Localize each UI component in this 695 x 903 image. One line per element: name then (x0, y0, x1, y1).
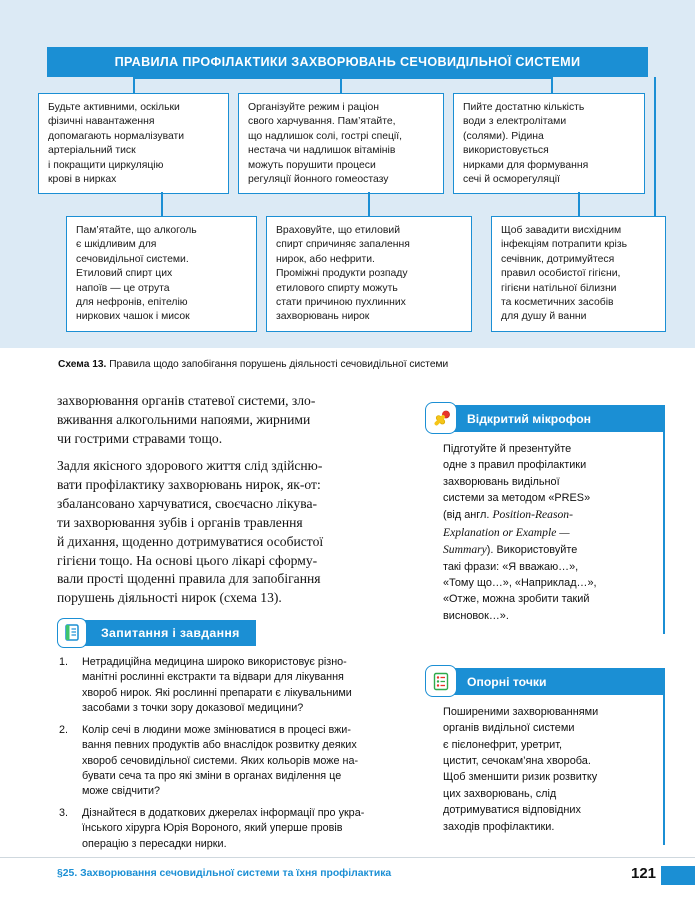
node-line: стати причиною пухлинних (276, 297, 406, 309)
questions-list (57, 655, 404, 852)
page-footer (0, 857, 695, 903)
node-line: гігієни натільної білизни (501, 282, 617, 294)
connector-trunk-top (133, 77, 553, 79)
text-line: гігієни тощо. На основі цього лікарі сформу- (57, 552, 318, 568)
text-line: ти захворювання зубів і органів травлення (57, 514, 303, 530)
scheme-node-water (453, 93, 645, 194)
text-line: Щоб зменшити ризик розвитку (443, 771, 598, 784)
text-fragment: ). Використовуйте (486, 544, 578, 557)
scheme-title-banner: ПРАВИЛА ПРОФІЛАКТИКИ ЗАХВОРЮВАНЬ СЕЧОВИДІЛЬНОЇ СИСТЕМИ (47, 47, 648, 77)
questions-section-header (57, 620, 404, 646)
node-line: крові в нирках (48, 174, 117, 186)
text-line: цистит, сечокам’яна хвороба. (443, 755, 591, 768)
checklist-icon (425, 665, 457, 697)
connector-spine-right (654, 77, 656, 216)
open-microphone-panel (425, 405, 665, 634)
connector-drop-node1 (133, 77, 135, 93)
scheme-node-activity (38, 93, 229, 194)
connector-riser-node4 (161, 192, 163, 216)
node-line: та косметичних засобів (501, 297, 614, 309)
text-line (443, 541, 653, 558)
text-line: вживання алкогольними напоями, жирними (57, 411, 311, 427)
connector-drop-node2 (340, 77, 342, 93)
text-line: Колір сечі в людини може змінюватися в процесі вжи- (82, 723, 351, 736)
text-line: їнського хірурга Юрія Вороного, який уперше провів (82, 822, 343, 835)
list-item (57, 655, 404, 717)
text-line: засобами з точки зору доказової медицини? (82, 702, 304, 715)
scheme-node-diet (238, 93, 444, 194)
node-line: і покращити циркуляцію (48, 159, 164, 171)
text-line: системи за методом «PRES» (443, 492, 591, 505)
footer-divider (0, 857, 695, 858)
node-line: Проміжні продукти розпаду (276, 268, 408, 280)
page-number: 121 (631, 865, 657, 882)
paragraph-2 (57, 457, 404, 608)
microphone-icon (425, 402, 457, 434)
node-line: артеріальний тиск (48, 145, 136, 157)
text-line: Нетрадиційна медицина широко використовує різно- (82, 655, 347, 668)
paragraph-1 (57, 392, 404, 448)
text-line: Задля якісного здорового життя слід здійсню- (57, 458, 323, 474)
text-line: «Тому що…», «Наприклад…», (443, 576, 597, 589)
text-line: одне з правил профілактики (443, 459, 587, 472)
text-line (443, 524, 653, 541)
connector-riser-node6 (578, 192, 580, 216)
node-line: регуляції йонного гомеостазу (248, 174, 389, 186)
text-line: може свідчити? (82, 785, 161, 798)
node-line: (солями). Рідина (463, 130, 544, 142)
item-number: 1. (59, 655, 69, 668)
footer-section-title: §25. Захворювання сечовидільної системи та їхня профілактика (57, 868, 392, 879)
node-line: свого харчування. Пам’ятайте, (248, 116, 396, 128)
caption-text: Правила щодо запобігання порушень діяльності сечовидільної системи (106, 359, 449, 370)
node-line: використовується (463, 145, 549, 157)
text-line: захворювання органів статевої системи, зло- (57, 393, 316, 408)
list-item (57, 806, 404, 852)
node-line: захворювань нирок (276, 311, 370, 323)
node-line: для душу й ванни (501, 311, 587, 323)
italic-term: Summary (443, 543, 487, 557)
connector-drop-node3 (551, 77, 553, 93)
node-line: нирок, або нефрити. (276, 253, 375, 265)
text-line: такі фрази: «Я вважаю…», (443, 560, 579, 573)
node-line: Організуйте режим і раціон (248, 102, 379, 113)
scheme-diagram (0, 0, 695, 348)
text-line: збалансовано харчуватися, своєчасно лікува- (57, 496, 317, 512)
key-points-panel (425, 668, 665, 845)
text-fragment: (від англ. (443, 509, 493, 522)
text-line: «Отже, можна зробити такий (443, 593, 590, 606)
text-line: захворювань видільної (443, 475, 560, 488)
node-line: Пийте достатню кількість (463, 102, 585, 113)
node-line: сечі й осморегуляції (463, 174, 560, 186)
text-line: операцію з пересадки нирки. (82, 837, 227, 850)
keypoints-panel-body (425, 695, 665, 845)
text-line: хвороб сечовидільної системи. Яких кольорів може на- (82, 754, 359, 767)
node-line: фізичні навантаження (48, 116, 155, 128)
item-number: 2. (59, 723, 69, 736)
node-line: Враховуйте, що етиловий (276, 225, 401, 236)
node-line: спирт спричиняє запалення (276, 239, 410, 251)
scheme-node-alcohol (66, 216, 257, 332)
node-line: Пам’ятайте, що алкоголь (76, 225, 197, 236)
text-line (443, 506, 653, 523)
scheme-node-hygiene (491, 216, 666, 332)
text-line: порушень діяльності нирок (схема 13). (57, 590, 282, 606)
text-line: хвороб нирок. Які рослинні препарати є лікувальними (82, 686, 352, 699)
node-line: є шкідливим для (76, 239, 157, 251)
item-number: 3. (59, 806, 69, 819)
text-line: дотримуватися відповідних (443, 804, 581, 817)
text-line: є пієлонефрит, уретрит, (443, 738, 563, 751)
node-line: допомагають нормалізувати (48, 130, 185, 142)
text-line: вання певних продуктів або внаслідок розвитку деяких (82, 739, 357, 752)
node-line: для нефронів, епітелію (76, 297, 188, 309)
text-line: Підготуйте й презентуйте (443, 443, 572, 455)
text-line: цих захворювань, слід (443, 787, 557, 800)
node-line: етилового спирту можуть (276, 282, 398, 294)
text-line: й дихання, щоденно дотримуватися особистої (57, 533, 324, 549)
node-line: сечовидільної системи. (76, 253, 189, 265)
microphone-panel-heading: Відкритий мікрофон (444, 405, 665, 432)
text-line: Дізнайтеся в додаткових джерелах інформації про укра- (82, 806, 365, 819)
node-line: нестача чи надлишок вітамінів (248, 145, 396, 157)
connector-riser-node5 (368, 192, 370, 216)
node-line: ниркових чашок і мисок (76, 311, 190, 323)
node-line: напоїв — це отрута (76, 282, 170, 294)
scheme-node-ethanol (266, 216, 472, 332)
text-line: вати профілактику захворювань нирок, як-от: (57, 477, 321, 493)
text-line: Поширеними захворюваннями (443, 706, 599, 718)
text-line: органів видільної системи (443, 722, 575, 735)
microphone-panel-body (425, 432, 665, 634)
node-line: Етиловий спирт цих (76, 268, 173, 280)
node-line: нирками для формування (463, 159, 589, 171)
text-line: бувати сеча та про які зміни в органах виділення це (82, 770, 342, 782)
text-line: чи гострими стравами тощо. (57, 430, 223, 446)
node-line: Будьте активними, оскільки (48, 102, 180, 113)
list-item (57, 723, 404, 800)
node-line: Щоб завадити висхідним (501, 225, 622, 236)
node-line: води з електролітами (463, 116, 567, 128)
node-line: правил особистої гігієни, (501, 268, 621, 280)
keypoints-panel-heading: Опорні точки (444, 668, 665, 695)
node-line: що надлишок солі, гострі спеції, (248, 130, 403, 142)
main-text-column (57, 392, 404, 858)
text-line: манітні рослинні екстракти та відвари для лікування (82, 671, 344, 684)
notebook-icon (57, 618, 87, 648)
node-line: сечівник, дотримуйтеся (501, 253, 615, 265)
caption-label: Схема 13. (58, 359, 107, 370)
text-line: вали прості щоденні правила для запобігання (57, 571, 321, 587)
text-line: висновок…». (443, 609, 509, 622)
italic-term: Position-Reason- (492, 508, 573, 522)
footer-color-tab (661, 866, 695, 885)
questions-heading-label: Запитання і завдання (79, 620, 256, 646)
text-line: заходів профілактики. (443, 820, 555, 833)
scheme-caption (58, 358, 658, 372)
italic-term: Explanation or Example — (443, 525, 570, 539)
node-line: можуть порушити процеси (248, 159, 376, 171)
node-line: інфекціям потрапити крізь (501, 239, 628, 251)
